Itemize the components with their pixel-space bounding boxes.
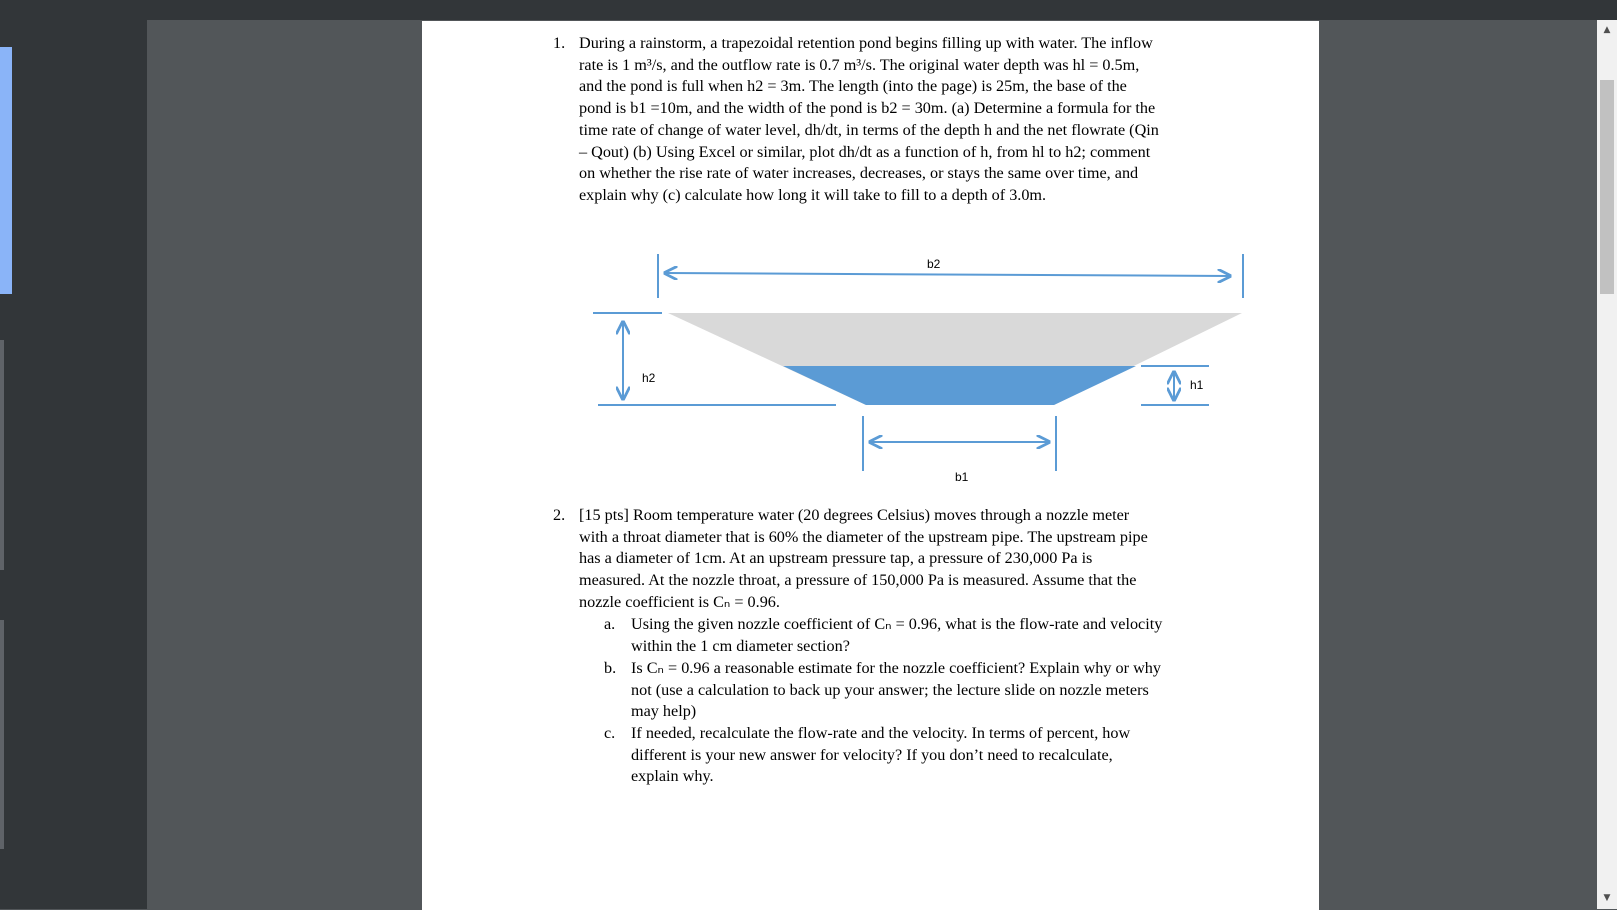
q1-line: time rate of change of water level, dh/dt, in terms of the depth h and the net flowrate (Qin (579, 120, 1159, 139)
q1-line: – Qout) (b) Using Excel or similar, plot dh/dt as a function of h, from hl to h2; comment (579, 142, 1151, 161)
subpart-letter: a. (604, 615, 616, 633)
q2-line: has a diameter of 1cm. At an upstream pressure tap, a pressure of 230,000 Pa is (579, 549, 1093, 568)
h1-label: h1 (1190, 378, 1204, 392)
question-2-number: 2. (553, 506, 566, 524)
q2-line: measured. At the nozzle throat, a pressure of 150,000 Pa is measured. Assume that the (579, 571, 1137, 590)
q2b-line: Is Cₙ = 0.96 a reasonable estimate for the nozzle coefficient? Explain why or why (631, 659, 1161, 677)
water-shape (783, 366, 1136, 405)
subpart-text (631, 658, 1161, 723)
scroll-up-icon[interactable]: ▲ (1603, 25, 1611, 35)
page-thumbnail-1[interactable] (0, 47, 12, 294)
q2-line: with a throat diameter that is 60% the diameter of the upstream pipe. The upstream pipe (579, 527, 1148, 546)
subpart-text (631, 614, 1162, 657)
b2-label: b2 (927, 257, 941, 271)
q2c-line: different is your new answer for velocity? If you don’t need to recalculate, (631, 745, 1113, 764)
page-thumbnail-2[interactable] (0, 340, 4, 570)
q2c-line: If needed, recalculate the flow-rate and the velocity. In terms of percent, how (631, 724, 1131, 742)
thumbnail-sidebar (0, 20, 147, 909)
b1-label: b1 (955, 470, 969, 481)
viewer-top-bar (0, 0, 1617, 20)
q1-line: on whether the rise rate of water increases, decreases, or stays the same over time, and (579, 164, 1139, 183)
scroll-thumb[interactable] (1600, 80, 1614, 294)
page-thumbnail-3[interactable] (0, 620, 4, 849)
document-page (422, 21, 1319, 910)
q2-line: nozzle coefficient is Cₙ = 0.96. (579, 592, 780, 611)
q2b-line: may help) (631, 702, 697, 721)
question-1-text (579, 33, 1219, 207)
vertical-scrollbar[interactable] (1597, 20, 1617, 909)
b2-arrow (665, 273, 1230, 276)
q1-line: and the pond is full when h2 = 3m. The length (into the page) is 25m, the base of the (579, 77, 1127, 96)
q1-line: explain why (c) calculate how long it will take to fill to a depth of 3.0m. (579, 185, 1047, 204)
h2-label: h2 (642, 371, 656, 385)
q2b-line: not (use a calculation to back up your answer; the lecture slide on nozzle meters (631, 680, 1149, 699)
scroll-down-icon[interactable]: ▼ (1603, 893, 1611, 903)
q2a-line: within the 1 cm diameter section? (631, 636, 850, 655)
subpart-letter: c. (604, 724, 616, 742)
subpart-text (631, 723, 1130, 788)
q1-line: rate is 1 m³/s, and the outflow rate is 0.7 m³/s. The original water depth was hl = 0.5m, (579, 55, 1140, 74)
question-1-number: 1. (553, 34, 566, 52)
q1-line: During a rainstorm, a trapezoidal retention pond begins filling up with water. The inflow (579, 34, 1153, 52)
pond-diagram (422, 221, 1319, 481)
q2c-line: explain why. (631, 767, 714, 786)
subpart-letter: b. (604, 659, 617, 677)
question-2-text (579, 505, 1219, 614)
q2-line: [15 pts] Room temperature water (20 degrees Celsius) moves through a nozzle meter (579, 506, 1130, 524)
q1-line: pond is b1 =10m, and the width of the pond is b2 = 30m. (a) Determine a formula for the (579, 99, 1156, 118)
q2a-line: Using the given nozzle coefficient of Cₙ = 0.96, what is the flow-rate and velocity (631, 615, 1163, 633)
